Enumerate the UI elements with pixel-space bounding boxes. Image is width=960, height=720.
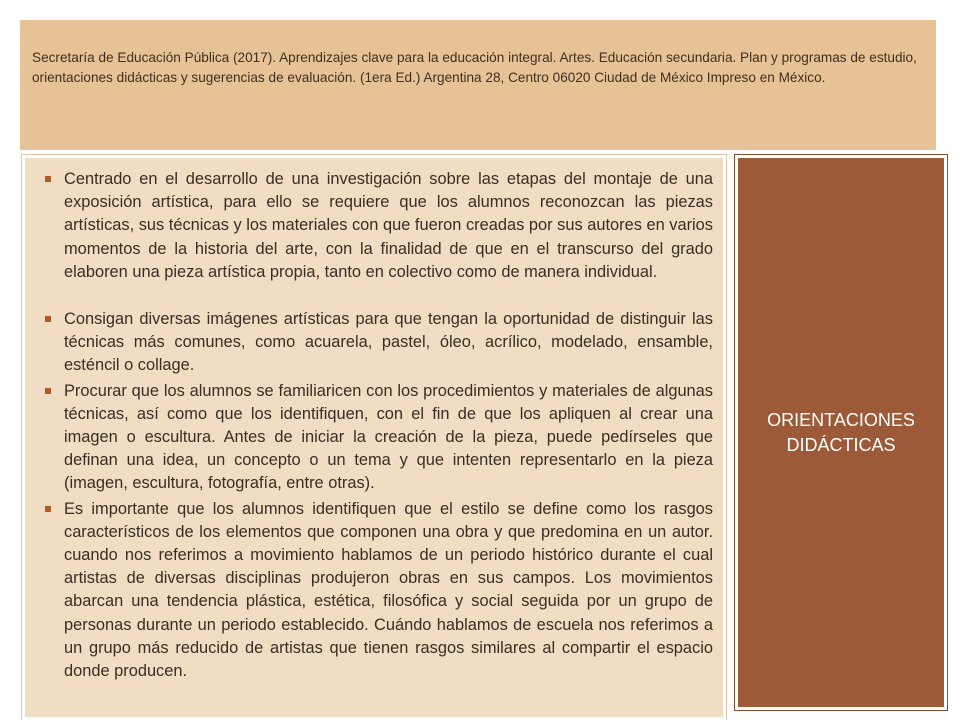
citation-text: Secretaría de Educación Pública (2017). Aprendizajes clave para la educación integral. Artes. Educación secundaria. Plan y programas de estudio, orientaciones didácticas y sugerencias de evaluación. (1era Ed.) Argentina 28, Centro 06020 Ciudad de México Impreso en México.: [32, 50, 917, 85]
list-item-text: Consigan diversas imágenes artísticas para que tengan la oportunidad de distinguir las técnicas más comunes, como acuarela, pastel, óleo, acrílico, modelado, ensamble, esténcil o collage.: [64, 310, 713, 375]
bullet-list: [37, 168, 713, 683]
list-item: [37, 168, 713, 284]
list-item: [37, 380, 713, 496]
list-item-text: Es importante que los alumnos identifiquen que el estilo se define como los rasgos característicos de los elementos que componen una obra y que predomina en un autor. cuando nos referimos a movimiento hablamos de un periodo histórico durante el cual artistas de diversas disciplinas produjeron obras en sus campos. Los movimientos abarcan una tendencia plástica, estética, filosófica y social seguida por un grupo de personas durante un periodo establecido. Cuándo hablamos de escuela nos referimos a un grupo más reducido de artistas que tienen rasgos similares al compartir el espacio donde producen.: [64, 499, 713, 681]
square-bullet-icon: [45, 388, 51, 394]
citation-header: [20, 20, 936, 150]
list-item: [37, 308, 713, 378]
section-title: ORIENTACIONES DIDÁCTICAS: [767, 409, 915, 455]
square-bullet-icon: [45, 506, 51, 512]
list-item-text: Procurar que los alumnos se familiaricen con los procedimientos y materiales de algunas técnicas, así como que los identifiquen, con el fin de que los apliquen al crear una imagen o escultura. Antes de iniciar la creación de la pieza, puede pedírseles que definan una idea, un concepto o un tema y que intenten representarlo en la pieza (imagen, escultura, fotografía, entre otras).: [64, 381, 713, 493]
list-item: [37, 498, 713, 684]
list-item-text: Centrado en el desarrollo de una investigación sobre las etapas del montaje de una exposición artística, para ello se requiere que los alumnos reconozcan las piezas artísticas, sus técnicas y los materiales con que fueron creadas por sus autores en varios momentos de la historia del arte, con la finalidad de que en el transcurso del grado elaboren una pieza artística propia, tanto en colectivo como de manera individual.: [64, 170, 713, 281]
section-title-panel: [735, 155, 947, 710]
content-panel: [22, 155, 726, 720]
square-bullet-icon: [45, 316, 51, 322]
square-bullet-icon: [45, 176, 51, 182]
